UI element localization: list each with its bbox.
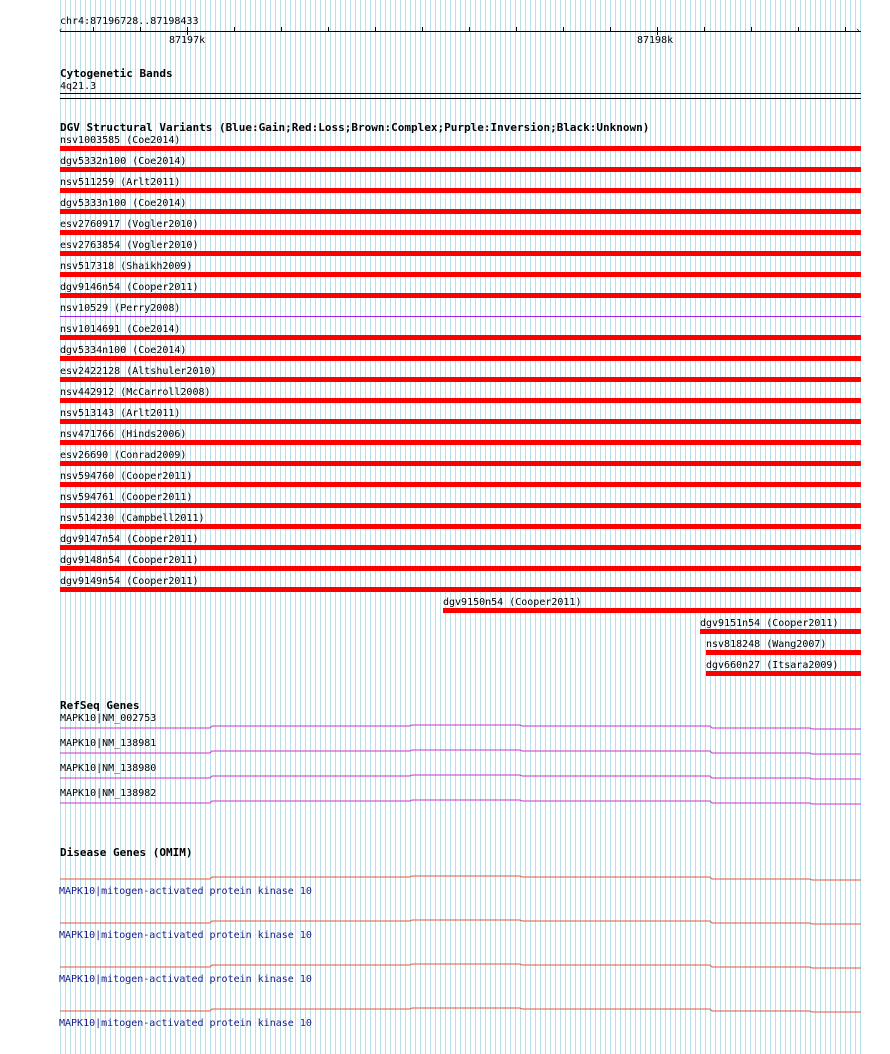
dgv-variant-label[interactable]: dgv9150n54 (Cooper2011): [443, 597, 582, 608]
dgv-variant-bar[interactable]: [443, 608, 861, 613]
dgv-variant-label[interactable]: nsv594760 (Cooper2011): [60, 471, 193, 482]
dgv-variant-bar[interactable]: [60, 377, 861, 382]
ruler-tick: [751, 27, 752, 31]
dgv-variant-bar[interactable]: [706, 650, 861, 655]
ruler-tick: [187, 27, 188, 35]
dgv-variant-label[interactable]: nsv818248 (Wang2007): [706, 639, 827, 650]
refseq-gene-label[interactable]: MAPK10|NM_138981: [60, 738, 157, 749]
dgv-variant-label[interactable]: nsv471766 (Hinds2006): [60, 429, 187, 440]
ruler-left-arrow-icon: ‹: [58, 26, 64, 36]
dgv-variant-label[interactable]: nsv1014691 (Coe2014): [60, 324, 181, 335]
ruler-tick: [704, 27, 705, 31]
ruler-tick: [281, 27, 282, 31]
cytoband-bar-bottom: [60, 98, 861, 99]
ruler-right-arrow-icon: ›: [855, 26, 861, 36]
dgv-variant-bar[interactable]: [60, 335, 861, 340]
dgv-variant-label[interactable]: dgv9146n54 (Cooper2011): [60, 282, 199, 293]
ruler-position: chr4:87196728..87198433: [60, 16, 199, 27]
ruler-tick: [375, 27, 376, 31]
dgv-variant-label[interactable]: nsv517318 (Shaikh2009): [60, 261, 193, 272]
refseq-gene-feature[interactable]: [0, 798, 890, 806]
ruler-tick-label-87198k: 87198k: [637, 35, 674, 46]
ruler-tick: [469, 27, 470, 31]
dgv-variant-label[interactable]: dgv5332n100 (Coe2014): [60, 156, 187, 167]
ruler-tick: [422, 27, 423, 31]
dgv-variant-label[interactable]: esv26690 (Conrad2009): [60, 450, 187, 461]
ruler-tick: [610, 27, 611, 31]
cytoband-label[interactable]: 4q21.3: [60, 81, 97, 92]
dgv-variant-bar[interactable]: [60, 524, 861, 529]
dgv-variant-bar[interactable]: [60, 566, 861, 571]
ruler-axis: [60, 31, 861, 32]
ruler-tick: [234, 27, 235, 31]
refseq-gene-feature[interactable]: [0, 748, 890, 756]
dgv-variant-bar[interactable]: [60, 146, 861, 151]
ruler-tick: [798, 27, 799, 31]
ruler-tick: [563, 27, 564, 31]
dgv-variant-bar[interactable]: [60, 461, 861, 466]
dgv-variant-label[interactable]: nsv594761 (Cooper2011): [60, 492, 193, 503]
omim-track-title: Disease Genes (OMIM): [60, 846, 193, 859]
dgv-variant-label[interactable]: esv2763854 (Vogler2010): [60, 240, 199, 251]
dgv-variant-bar[interactable]: [700, 629, 861, 634]
dgv-variant-label[interactable]: nsv1003585 (Coe2014): [60, 135, 181, 146]
refseq-gene-feature[interactable]: [0, 723, 890, 731]
dgv-variant-label[interactable]: dgv9149n54 (Cooper2011): [60, 576, 199, 587]
omim-gene-label[interactable]: MAPK10|mitogen-activated protein kinase 10: [59, 1018, 312, 1029]
dgv-variant-bar[interactable]: [60, 251, 861, 256]
refseq-track-title: RefSeq Genes: [60, 699, 140, 712]
dgv-variant-label[interactable]: dgv5333n100 (Coe2014): [60, 198, 187, 209]
ruler-tick: [657, 27, 658, 35]
ruler-tick: [516, 27, 517, 31]
dgv-variant-label[interactable]: nsv511259 (Arlt2011): [60, 177, 181, 188]
dgv-variant-label[interactable]: esv2422128 (Altshuler2010): [60, 366, 217, 377]
dgv-variant-bar[interactable]: [60, 419, 861, 424]
dgv-variant-bar[interactable]: [60, 230, 861, 235]
cytoband-bar-top: [60, 93, 861, 94]
refseq-gene-label[interactable]: MAPK10|NM_002753: [60, 713, 157, 724]
dgv-variant-bar[interactable]: [60, 503, 861, 508]
ruler-tick-label-87197k: 87197k: [169, 35, 206, 46]
dgv-variant-bar[interactable]: [60, 272, 861, 277]
dgv-variant-bar[interactable]: [60, 209, 861, 214]
omim-gene-feature[interactable]: [0, 918, 890, 926]
dgv-variant-bar[interactable]: [60, 440, 861, 445]
dgv-variant-bar[interactable]: [60, 293, 861, 298]
ruler-tick: [845, 27, 846, 31]
ruler-tick: [328, 27, 329, 31]
dgv-variant-bar[interactable]: [60, 587, 861, 592]
dgv-variant-label[interactable]: dgv5334n100 (Coe2014): [60, 345, 187, 356]
dgv-variant-label[interactable]: nsv513143 (Arlt2011): [60, 408, 181, 419]
omim-gene-label[interactable]: MAPK10|mitogen-activated protein kinase 10: [59, 930, 312, 941]
dgv-variant-bar[interactable]: [60, 356, 861, 361]
omim-gene-label[interactable]: MAPK10|mitogen-activated protein kinase 10: [59, 886, 312, 897]
dgv-variant-label[interactable]: nsv514230 (Campbell2011): [60, 513, 205, 524]
refseq-gene-feature[interactable]: [0, 773, 890, 781]
dgv-variant-label[interactable]: dgv660n27 (Itsara2009): [706, 660, 839, 671]
omim-gene-feature[interactable]: [0, 1006, 890, 1014]
refseq-gene-label[interactable]: MAPK10|NM_138982: [60, 788, 157, 799]
omim-gene-feature[interactable]: [0, 874, 890, 882]
dgv-variant-bar[interactable]: [60, 188, 861, 193]
omim-gene-label[interactable]: MAPK10|mitogen-activated protein kinase 10: [59, 974, 312, 985]
dgv-variant-label[interactable]: dgv9148n54 (Cooper2011): [60, 555, 199, 566]
dgv-variant-label[interactable]: nsv10529 (Perry2008): [60, 303, 181, 314]
dgv-variant-bar[interactable]: [706, 671, 861, 676]
ruler-tick: [140, 27, 141, 31]
omim-gene-feature[interactable]: [0, 962, 890, 970]
dgv-variant-bar[interactable]: [60, 545, 861, 550]
refseq-gene-label[interactable]: MAPK10|NM_138980: [60, 763, 157, 774]
dgv-variant-bar[interactable]: [60, 398, 861, 403]
dgv-variant-bar[interactable]: [60, 316, 861, 317]
dgv-variant-label[interactable]: dgv9147n54 (Cooper2011): [60, 534, 199, 545]
dgv-track-title: DGV Structural Variants (Blue:Gain;Red:Loss;Brown:Complex;Purple:Inversion;Black:Unknown): [60, 121, 650, 134]
ruler-tick: [93, 27, 94, 31]
dgv-variant-label[interactable]: esv2760917 (Vogler2010): [60, 219, 199, 230]
dgv-variant-bar[interactable]: [60, 167, 861, 172]
dgv-variant-label[interactable]: dgv9151n54 (Cooper2011): [700, 618, 839, 629]
dgv-variant-label[interactable]: nsv442912 (McCarroll2008): [60, 387, 211, 398]
dgv-variant-bar[interactable]: [60, 482, 861, 487]
cytoband-track-title: Cytogenetic Bands: [60, 67, 173, 80]
